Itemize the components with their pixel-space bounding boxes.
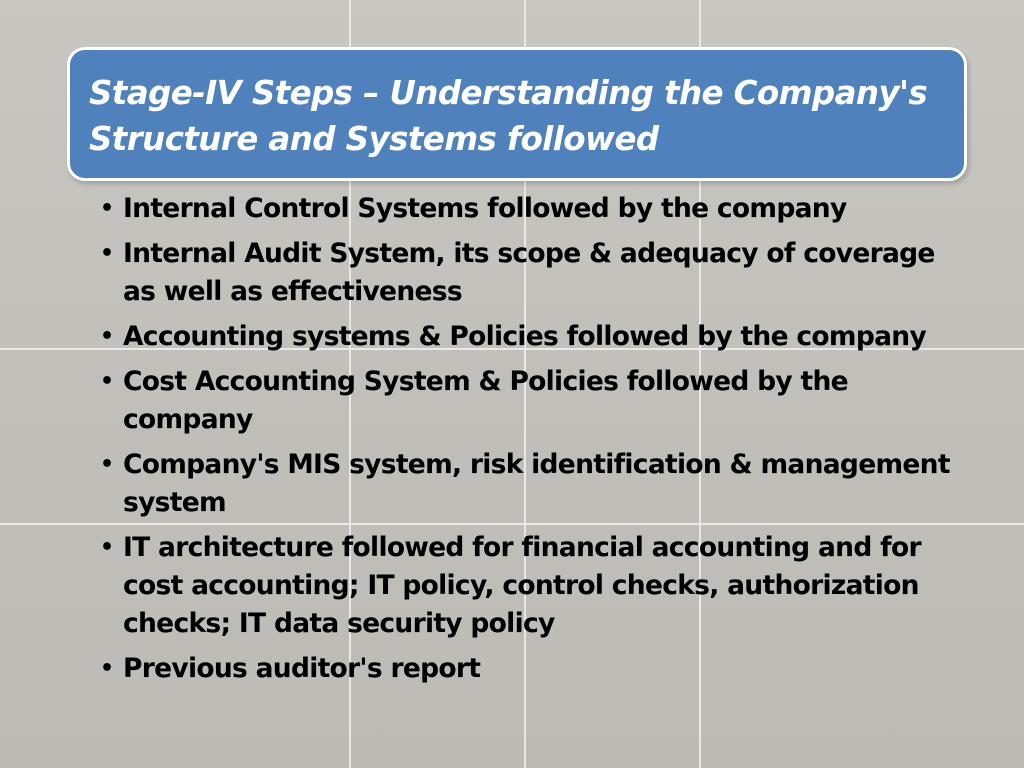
bullet-item — [100, 190, 980, 228]
bullet-item — [100, 446, 980, 522]
bullet-item — [100, 650, 980, 688]
bullet-text: Company's MIS system, risk identification & management system — [123, 449, 950, 518]
bullet-text: Previous auditor's report — [123, 653, 481, 684]
slide-title: Stage-IV Steps – Understanding the Company's Structure and Systems followed — [89, 74, 928, 158]
bullet-text: Accounting systems & Policies followed by the company — [123, 321, 927, 352]
bullet-item — [100, 318, 980, 356]
bullet-item — [100, 363, 980, 439]
bullet-icon: • — [100, 241, 114, 266]
bullet-text: Internal Control Systems followed by the company — [123, 193, 847, 224]
bullet-icon: • — [100, 535, 114, 560]
bullet-text: Internal Audit System, its scope & adequacy of coverage as well as effectiveness — [123, 238, 935, 307]
bullet-text: Cost Accounting System & Policies followed by the company — [123, 366, 848, 435]
bullet-icon: • — [100, 452, 114, 477]
bullet-item — [100, 529, 980, 643]
bullet-icon: • — [100, 324, 114, 349]
bullet-text: IT architecture followed for financial accounting and for cost accounting; IT policy, control checks, authorization checks; IT data security policy — [123, 532, 921, 639]
bullet-list — [100, 190, 980, 695]
bullet-item — [100, 235, 980, 311]
bullet-icon: • — [100, 369, 114, 394]
bullet-icon: • — [100, 196, 114, 221]
bullet-icon: • — [100, 656, 114, 681]
title-box — [67, 47, 967, 181]
